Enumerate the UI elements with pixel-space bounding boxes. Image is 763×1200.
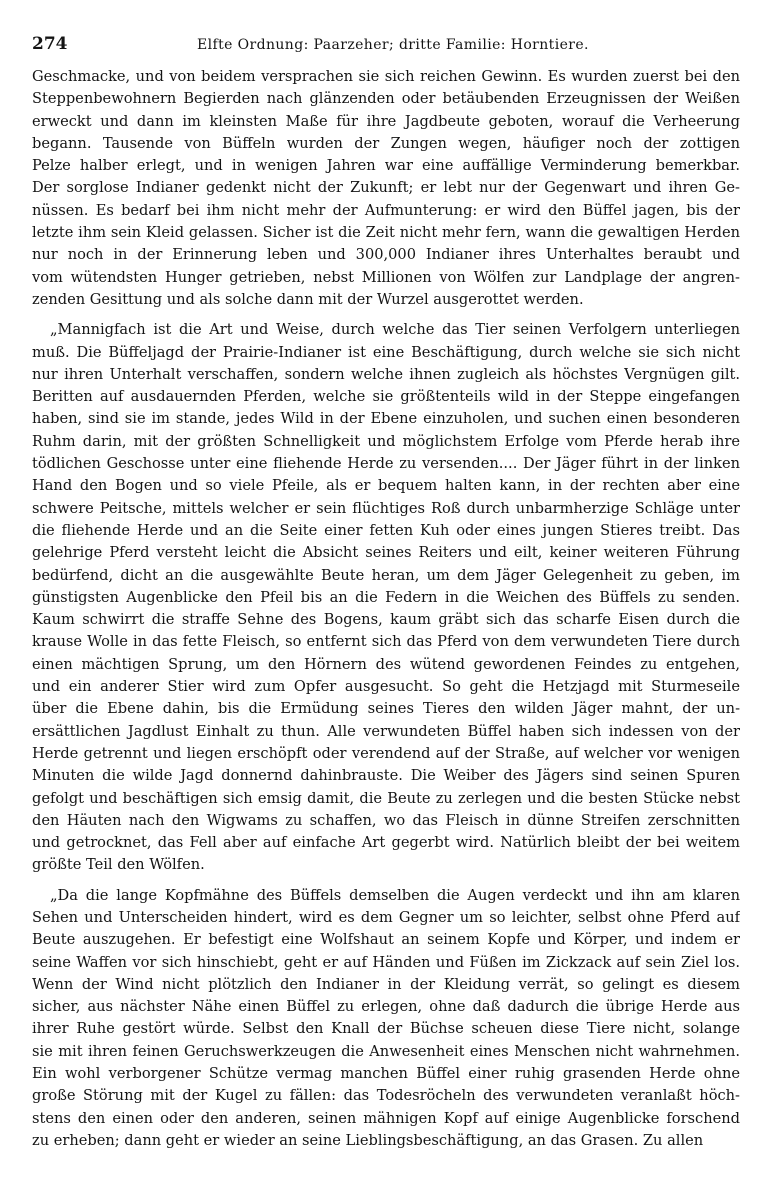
text-line: Pelze halber erlegt, und in wenigen Jahren war eine auffällige Verminderung bemerkbar. — [32, 157, 740, 175]
text-line: und getrocknet, das Fell aber auf einfache Art gegerbt wird. Natürlich bleibt der bei weitem — [32, 834, 740, 852]
text-line: Sehen und Unterscheiden hindert, wird es dem Gegner um so leichter, selbst ohne Pferd auf — [32, 908, 740, 926]
text-line: schwere Peitsche, mittels welcher er sein flüchtiges Roß durch unbarmherzige Schläge unter — [32, 499, 740, 517]
text-line: „Da die lange Kopfmähne des Büffels demselben die Augen verdeckt und ihn am klaren — [50, 886, 740, 904]
text-line: Steppenbewohnern Begierden nach glänzenden oder betäubenden Erzeugnissen der Weißen — [32, 90, 740, 108]
text-line: gefolgt und beschäftigen sich emsig damit, die Beute zu zerlegen und die besten Stücke nebst — [32, 789, 740, 807]
text-line: Beritten auf ausdauernden Pferden, welche sie größtenteils wild in der Steppe eingefangen — [32, 388, 740, 406]
text-line: die fliehende Herde und an die Seite einer fetten Kuh oder eines jungen Stieres treibt. Das — [32, 521, 740, 539]
text-line: nur ihren Unterhalt verschaffen, sondern welche ihnen zugleich als höchstes Vergnügen gilt. — [32, 365, 740, 383]
text-line: Ruhm darin, mit der größten Schnelligkeit und möglichstem Erfolge vom Pferde herab ihre — [32, 432, 740, 450]
text-line: Beute auszugehen. Er befestigt eine Wolfshaut an seinem Kopfe und Körper, und indem er — [32, 931, 740, 949]
text-line: nur noch in der Erinnerung leben und 300,000 Indianer ihres Unterhaltes beraubt und — [32, 246, 740, 264]
page-number: 274 — [32, 34, 68, 54]
text-line: vom wütendsten Hunger getrieben, nebst Millionen von Wölfen zur Landplage der angren- — [32, 268, 740, 286]
text-line: größte Teil den Wölfen. — [32, 856, 205, 874]
text-line: begann. Tausende von Büffeln wurden der Zungen wegen, häufiger noch der zottigen — [32, 134, 740, 152]
text-line: bedürfend, dicht an die ausgewählte Beute heran, um dem Jäger Gelegenheit zu geben, im — [32, 566, 740, 584]
text-line: nüssen. Es bedarf bei ihm nicht mehr der Aufmunterung: er wird den Büffel jagen, bis der — [32, 201, 740, 219]
text-line: muß. Die Büffeljagd der Prairie-Indianer ist eine Beschäftigung, durch welche sie sich nicht — [32, 343, 740, 361]
text-line: tödlichen Geschosse unter eine fliehende Herde zu versenden.... Der Jäger führt in der linken — [32, 455, 740, 473]
text-line: ersättlichen Jagdlust Einhalt zu thun. Alle verwundeten Büffel haben sich indessen von der — [32, 722, 740, 740]
text-line: „Mannigfach ist die Art und Weise, durch welche das Tier seinen Verfolgern unterliegen — [50, 321, 740, 339]
text-line: zenden Gesittung und als solche dann mit der Wurzel ausgerottet werden. — [32, 290, 584, 308]
text-line: einen mächtigen Sprung, um den Hörnern des wütend gewordenen Feindes zu entgehen, — [32, 655, 740, 673]
text-line: den Häuten nach den Wigwams zu schaffen, wo das Fleisch in dünne Streifen zerschnitten — [32, 811, 740, 829]
text-line: seine Waffen vor sich hinschiebt, geht er auf Händen und Füßen im Zickzack auf sein Ziel los. — [32, 953, 740, 971]
text-line: stens den einen oder den anderen, seinen mähnigen Kopf auf einige Augenblicke forschend — [32, 1109, 740, 1127]
text-line: letzte ihm sein Kleid gelassen. Sicher ist die Zeit nicht mehr fern, wann die gewaltigen Herden — [32, 224, 740, 242]
paragraph — [32, 66, 740, 311]
text-line: haben, sind sie im stande, jedes Wild in der Ebene einzuholen, und suchen einen besonderen — [32, 410, 740, 428]
text-line: Geschmacke, und von beidem versprachen sie sich reichen Gewinn. Es wurden zuerst bei den — [32, 68, 740, 85]
text-line: ihrer Ruhe gestört würde. Selbst den Knall der Büchse scheuen diese Tiere nicht, solange — [32, 1020, 740, 1038]
text-line: zu erheben; dann geht er wieder an seine Lieblingsbeschäftigung, an das Grasen. Zu allen — [32, 1131, 704, 1149]
text-line: große Störung mit der Kugel zu fällen: das Todesröcheln des verwundeten veranlaßt höch- — [32, 1087, 740, 1105]
paragraph — [32, 885, 740, 1153]
running-head: Elfte Ordnung: Paarzeher; dritte Familie: Horntiere. — [197, 37, 589, 53]
text-line: krause Wolle in das fette Fleisch, so entfernt sich das Pferd von dem verwundeten Tiere durch — [32, 633, 740, 651]
text-line: gelehrige Pferd versteht leicht die Absicht seines Reiters und eilt, keiner weiteren Führung — [32, 544, 740, 562]
text-line: Hand den Bogen und so viele Pfeile, als er bequem halten kann, in der rechten aber eine — [32, 477, 740, 495]
text-line: Wenn der Wind nicht plötzlich den Indianer in der Kleidung verrät, so gelingt es diesem — [32, 975, 740, 993]
text-line: Ein wohl verborgener Schütze vermag manchen Büffel einer ruhig grasenden Herde ohne — [32, 1065, 740, 1083]
text-line: Der sorglose Indianer gedenkt nicht der Zukunft; er lebt nur der Gegenwart und ihren Ge- — [32, 179, 740, 197]
text-line: und ein anderer Stier wird zum Opfer ausgesucht. So geht die Hetzjagd mit Sturmeseile — [32, 678, 740, 696]
text-line: sicher, aus nächster Nähe einen Büffel zu erlegen, ohne daß dadurch die übrige Herde aus — [32, 998, 740, 1016]
text-line: sie mit ihren feinen Geruchswerkzeugen die Anwesenheit eines Menschen nicht wahrnehmen. — [32, 1042, 740, 1060]
body-text — [32, 66, 740, 1152]
paragraph-gap — [32, 311, 740, 319]
text-line: Kaum schwirrt die straffe Sehne des Bogens, kaum gräbt sich das scharfe Eisen durch die — [32, 611, 740, 629]
text-line: günstigsten Augenblicke den Pfeil bis an die Federn in die Weichen des Büffels zu senden. — [32, 588, 740, 606]
paragraph-gap — [32, 877, 740, 885]
paragraph — [32, 319, 740, 876]
text-line: erweckt und dann im kleinsten Maße für ihre Jagdbeute geboten, worauf die Verheerung — [32, 112, 740, 130]
page-header — [32, 34, 732, 60]
text-line: Herde getrennt und liegen erschöpft oder verendend auf der Straße, auf welcher vor wenigen — [32, 744, 740, 762]
text-line: über die Ebene dahin, bis die Ermüdung seines Tieres den wilden Jäger mahnt, der un- — [32, 700, 740, 718]
text-line: Minuten die wilde Jagd donnernd dahinbrauste. Die Weiber des Jägers sind seinen Spuren — [32, 767, 740, 785]
